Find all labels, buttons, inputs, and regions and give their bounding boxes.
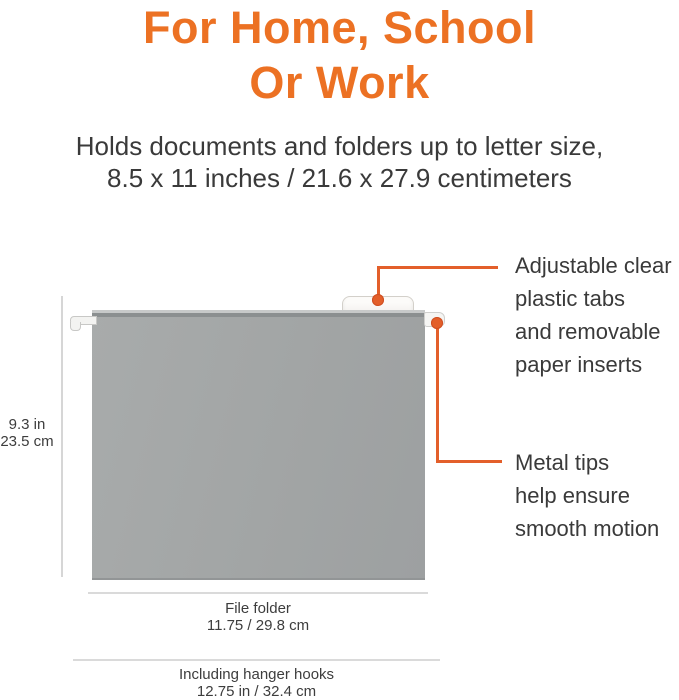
total-width-title: Including hanger hooks [178,666,335,683]
metal-tip-callout-line-vertical [436,322,439,462]
tab-callout-text [515,249,672,381]
folder-width-label [88,600,428,634]
tab-callout-line-2: plastic tabs [515,286,626,311]
total-width-value: 12.75 in / 32.4 cm [196,683,317,700]
subtitle [0,130,679,194]
subtitle-line-2: 8.5 x 11 inches / 21.6 x 27.9 centimeters [107,163,572,193]
tab-callout-line-1: Adjustable clear [515,253,672,278]
metal-tip-callout-line-2: help ensure [515,483,630,508]
metal-tip-callout-line-horizontal [436,460,502,463]
metal-tip-callout-line-3: smooth motion [515,516,660,541]
metal-tip-callout-text [515,446,659,545]
tab-callout-line-horizontal [377,266,498,269]
height-inches: 9.3 in [8,416,46,433]
tab-callout-dot [372,294,384,306]
title-line-2: Or Work [249,57,430,108]
title-line-1: For Home, School [142,2,537,53]
metal-tip-callout-line-1: Metal tips [515,450,610,475]
height-measure-line [61,296,63,577]
file-folder-illustration [92,310,425,580]
total-width-measure-line [73,659,440,661]
tab-callout-line-4: paper inserts [515,352,643,377]
subtitle-line-1: Holds documents and folders up to letter size, [75,131,604,161]
height-cm: 23.5 cm [0,433,54,450]
folder-width-measure-line [88,592,428,594]
folder-width-value: 11.75 / 29.8 cm [206,617,310,634]
metal-tip-callout-dot [431,317,443,329]
folder-width-title: File folder [225,600,291,617]
total-width-label [73,666,440,700]
page-title [0,0,679,110]
hanger-hook-left-tip [70,322,81,331]
tab-callout-line-3: and removable [515,319,661,344]
folder-height-label [0,416,54,450]
